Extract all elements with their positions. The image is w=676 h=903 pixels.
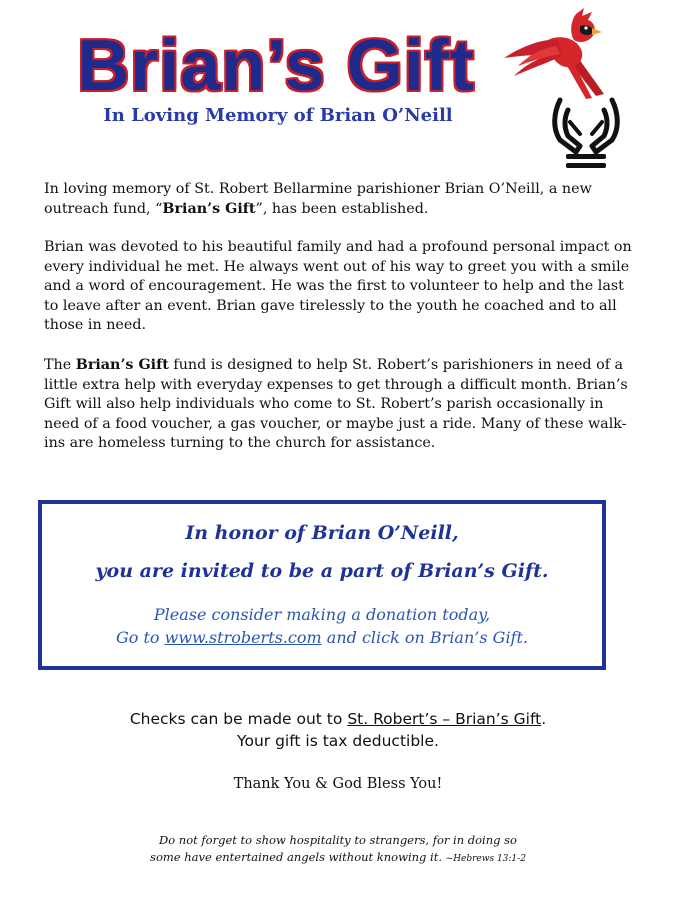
tax-deductible-note: Your gift is tax deductible. xyxy=(237,732,439,750)
invitation-line-invite: you are invited to be a part of Brian’s Gift. xyxy=(95,560,549,582)
tribute-paragraph: Brian was devoted to his beautiful family and had a profound personal impact on every individual he met. He always went out of his way to greet you with a smile and a word of encouragement. He was the first to volunteer to help and the last to leave after an event. Brian gave tirelessly to the youth he coached and to all those in need. xyxy=(44,239,632,333)
invitation-line-honor: In honor of Brian O’Neill, xyxy=(185,522,459,544)
checks-payee: St. Robert’s – Brian’s Gift xyxy=(347,710,542,728)
checks-period: . xyxy=(541,710,547,728)
cardinal-bird-icon xyxy=(500,6,620,106)
purpose-text-end: fund is designed to help St. Robert’s parishioners in need of a little extra help with everyday expenses to get through a difficult month. Brian’s Gift will also help individuals who come to St. Robert’s parish occasionally in need of a food voucher, a gas voucher, or maybe just a ride. Many of these walk-ins are homeless turning to the church for assistance. xyxy=(44,357,628,451)
scripture-verse xyxy=(0,832,676,868)
fund-name-bold: Brian’s Gift xyxy=(75,357,169,373)
purpose-text-start: The xyxy=(44,357,76,373)
flyer-subtitle: In Loving Memory of Brian O’Neill xyxy=(103,105,453,126)
fund-purpose-paragraph xyxy=(44,356,640,454)
open-hands-icon xyxy=(546,92,626,172)
donation-request: Please consider making a donation today, xyxy=(153,605,491,624)
checks-payee-line xyxy=(0,708,676,730)
checks-info xyxy=(0,708,676,752)
verse-line-1: Do not forget to show hospitality to strangers, for in doing so xyxy=(159,833,517,847)
donation-instructions xyxy=(42,628,602,647)
intro-text-start: In loving memory of St. Robert Bellarmine parishioner Brian O’Neill, a new outreach fund, “ xyxy=(44,181,592,217)
flyer-title: Brian’s Gift xyxy=(77,26,475,106)
invitation-box xyxy=(38,500,606,670)
intro-paragraph xyxy=(44,180,640,219)
donation-goto-text: Go to xyxy=(115,628,165,647)
fund-name-bold: Brian’s Gift xyxy=(162,200,256,217)
thank-you-line: Thank You & God Bless You! xyxy=(233,776,443,792)
verse-line-2-text: some have entertained angels without knowing it. xyxy=(150,850,442,864)
checks-text: Checks can be made out to xyxy=(129,710,348,728)
website-link[interactable]: www.stroberts.com xyxy=(164,628,322,647)
donation-click-text: and click on Brian’s Gift. xyxy=(321,628,528,647)
intro-text-end: ”, has been established. xyxy=(255,200,429,217)
verse-reference: ~Hebrews 13:1-2 xyxy=(445,854,526,864)
verse-line-2 xyxy=(0,849,676,868)
